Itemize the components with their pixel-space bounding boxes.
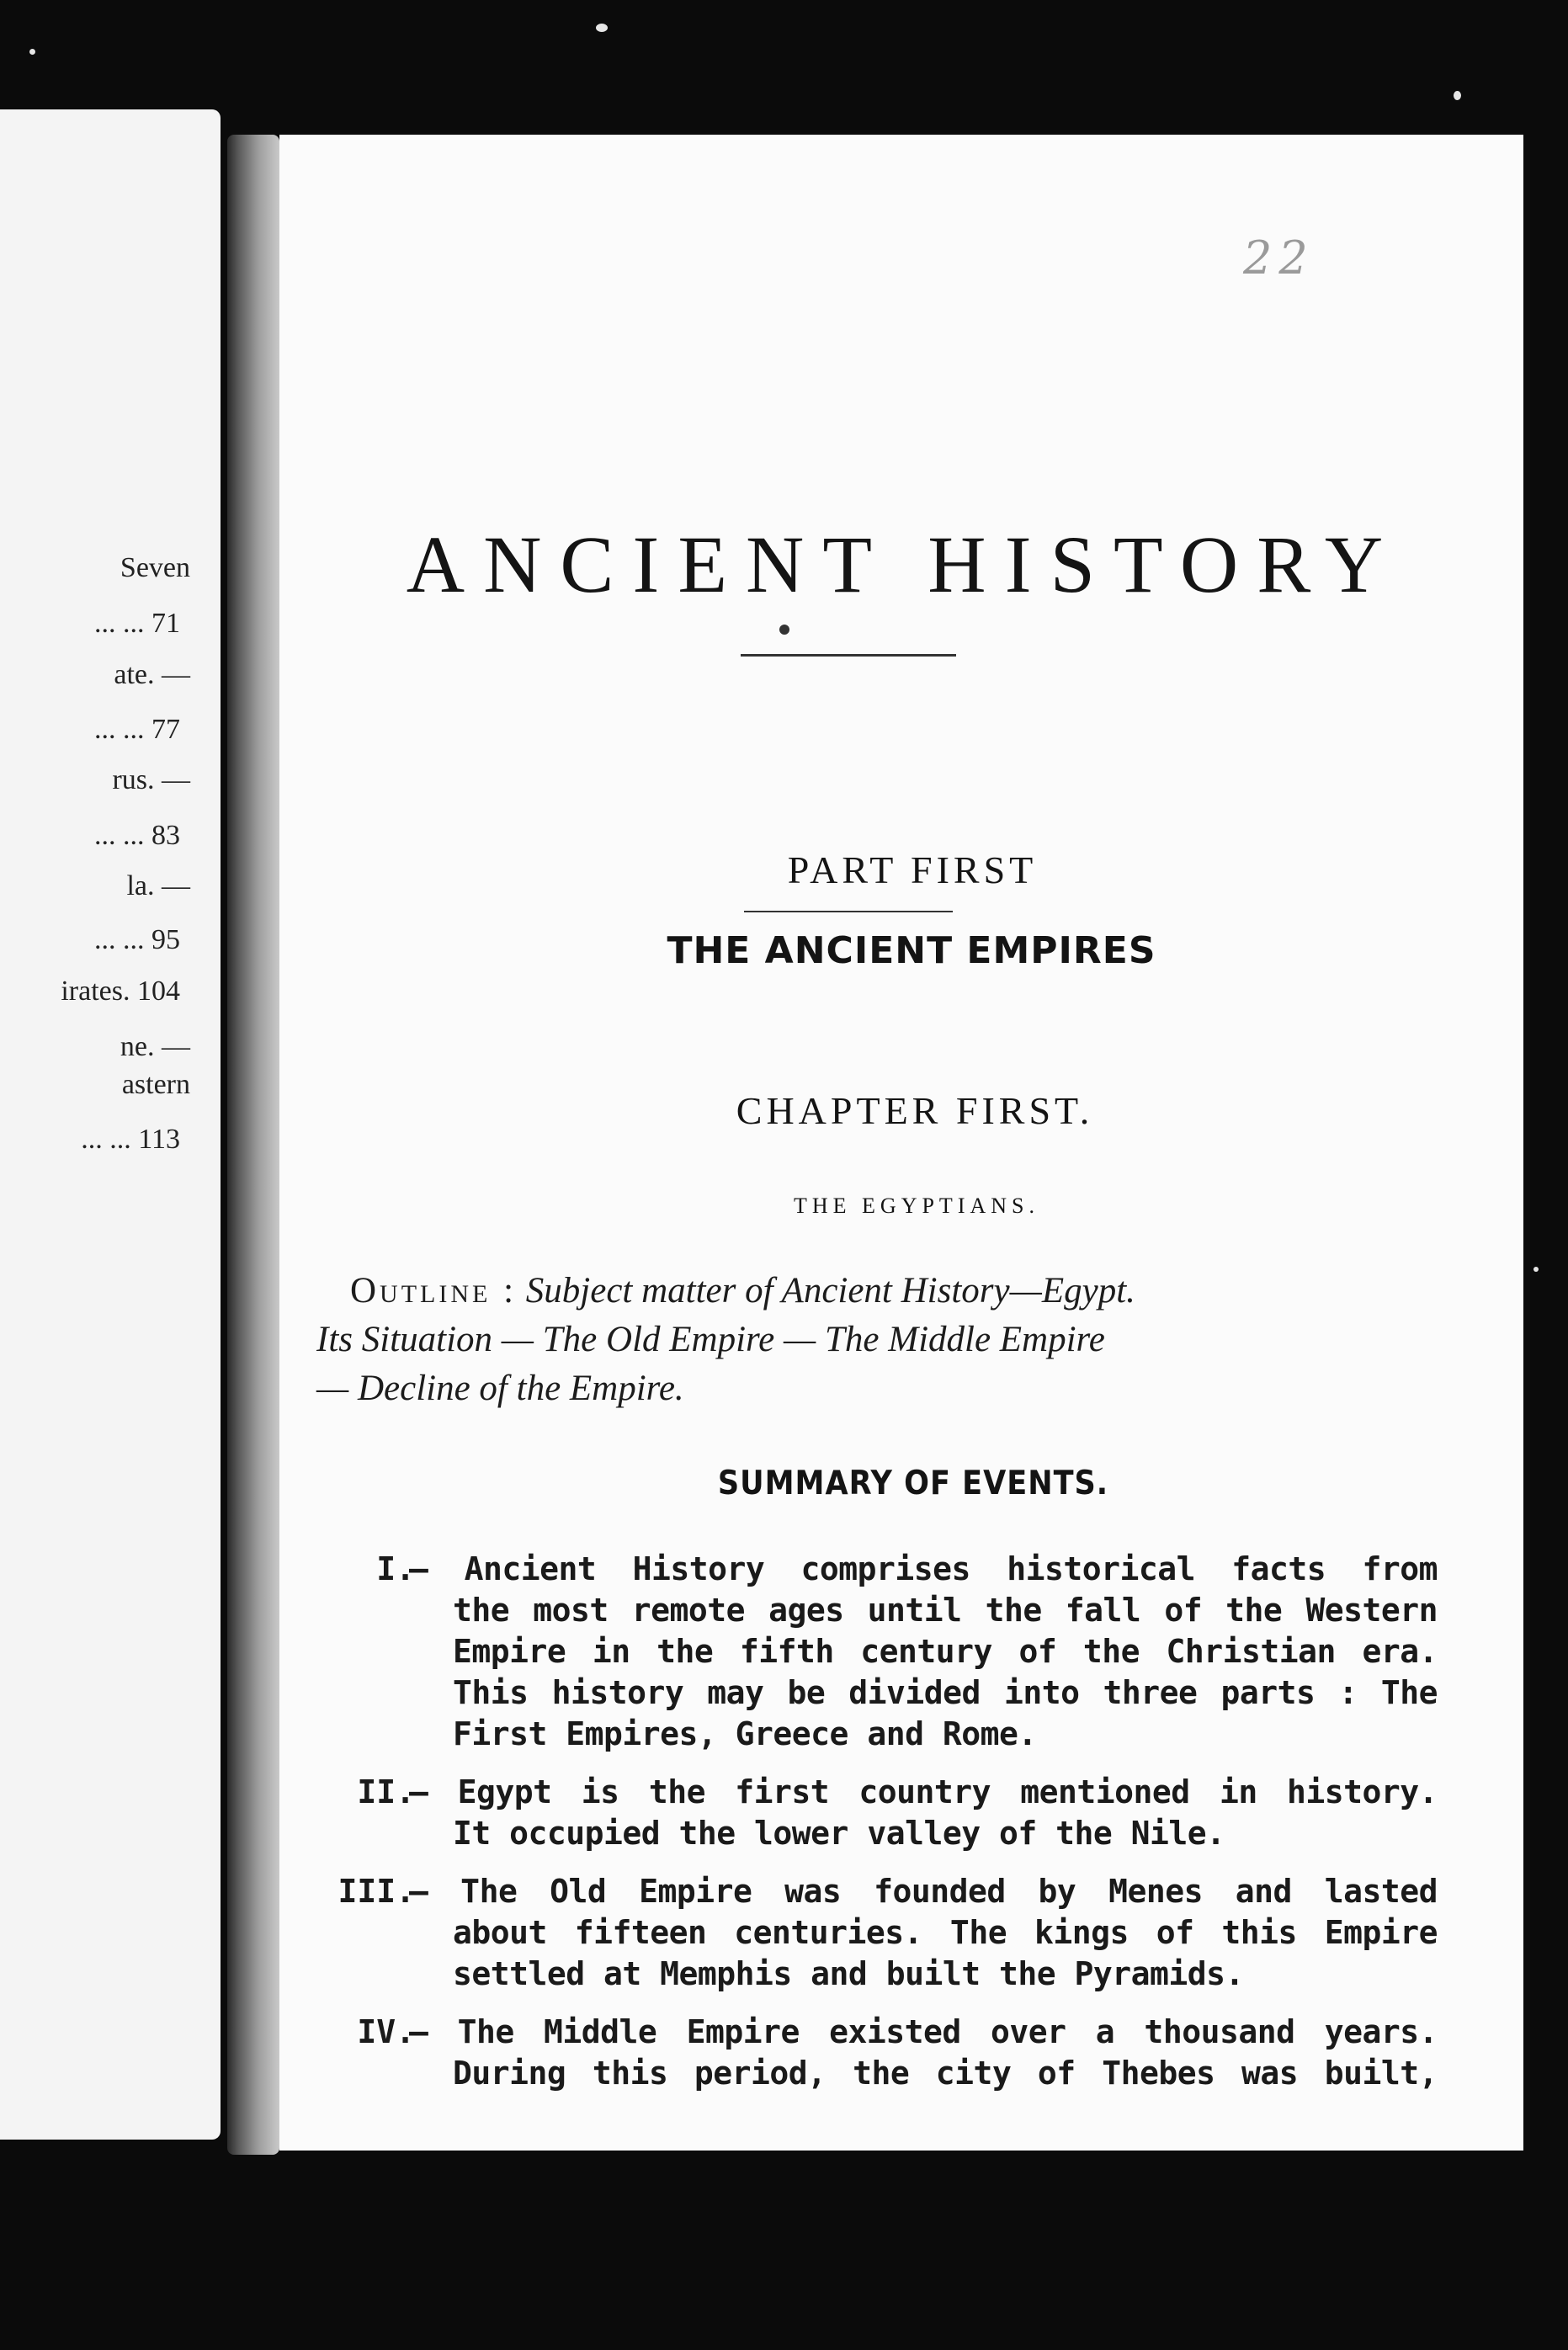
event-line: about fifteen centuries. The kings of this Empire (453, 1914, 1438, 1951)
summary-events (327, 1549, 1438, 2111)
chapter-subject: THE EGYPTIANS. (794, 1194, 1039, 1218)
outline-label: Outline : (350, 1271, 518, 1311)
toc-fragment: rus. — (112, 764, 190, 795)
event-line: It occupied the lower valley of the Nile. (453, 1815, 1225, 1852)
dust-speck (596, 24, 608, 32)
outline-text: Subject matter of Ancient History—Egypt. (525, 1271, 1135, 1311)
dust-speck (29, 49, 35, 55)
event-text (409, 1772, 1438, 1854)
toc-fragment: irates. 104 (61, 976, 180, 1007)
event-number: I. (376, 1550, 415, 1587)
outline-line: Its Situation — The Old Empire — The Middle Empire (316, 1320, 1105, 1359)
dust-speck (1454, 91, 1461, 100)
event-text (409, 1871, 1438, 1995)
event-line: the most remote ages until the fall of the Western (453, 1592, 1438, 1629)
toc-fragment: astern (121, 1069, 190, 1100)
part-heading: PART FIRST (787, 848, 1038, 891)
summary-event (327, 2012, 1438, 2094)
title-ornament-dot (779, 625, 789, 635)
event-number: IV. (357, 2013, 415, 2050)
summary-heading: SUMMARY OF EVENTS. (717, 1465, 1109, 1502)
event-line: First Empires, Greece and Rome. (453, 1715, 1037, 1752)
toc-fragment: ... ... 113 (81, 1124, 180, 1155)
chapter-outline (316, 1267, 1436, 1413)
toc-fragment: ... ... 71 (94, 608, 180, 639)
toc-fragment: ... ... 95 (94, 924, 180, 955)
event-line: settled at Memphis and built the Pyramids. (453, 1955, 1244, 1992)
event-line: — Egypt is the first country mentioned in history. (409, 1773, 1438, 1810)
event-line: Empire in the fifth century of the Christian era. (453, 1633, 1438, 1670)
book-title: ANCIENT HISTORY (406, 519, 1402, 609)
chapter-heading: CHAPTER FIRST. (736, 1089, 1094, 1132)
previous-page-edge (0, 109, 221, 2140)
book-page (279, 135, 1523, 2151)
penciled-page-number: 22 (1243, 231, 1315, 284)
event-line: During this period, the city of Thebes was built, (453, 2055, 1438, 2092)
toc-fragment: ... ... 83 (94, 820, 180, 851)
title-rule (741, 654, 956, 657)
event-line: — The Middle Empire existed over a thousand years. (409, 2013, 1438, 2050)
toc-fragment: Seven (120, 552, 190, 583)
event-text (409, 2012, 1438, 2094)
summary-event (327, 1549, 1438, 1755)
toc-fragment: la. — (126, 870, 190, 901)
event-line: — The Old Empire was founded by Menes and lasted (409, 1873, 1438, 1910)
outline-line: — Decline of the Empire. (316, 1369, 684, 1408)
dust-speck (1533, 1267, 1539, 1272)
toc-fragment: ne. — (120, 1031, 190, 1062)
outline-line (316, 1267, 1436, 1316)
event-number: II. (357, 1773, 415, 1810)
part-title: THE ANCIENT EMPIRES (667, 929, 1156, 972)
book-gutter (227, 135, 279, 2155)
summary-event (327, 1871, 1438, 1995)
summary-event (327, 1772, 1438, 1854)
event-line: This history may be divided into three parts : The (453, 1674, 1438, 1711)
toc-fragment: ate. — (114, 659, 190, 690)
event-line: — Ancient History comprises historical facts from (409, 1550, 1438, 1587)
event-text (409, 1549, 1438, 1755)
event-number: III. (338, 1873, 415, 1910)
toc-fragment: ... ... 77 (94, 714, 180, 745)
section-rule (744, 911, 953, 912)
